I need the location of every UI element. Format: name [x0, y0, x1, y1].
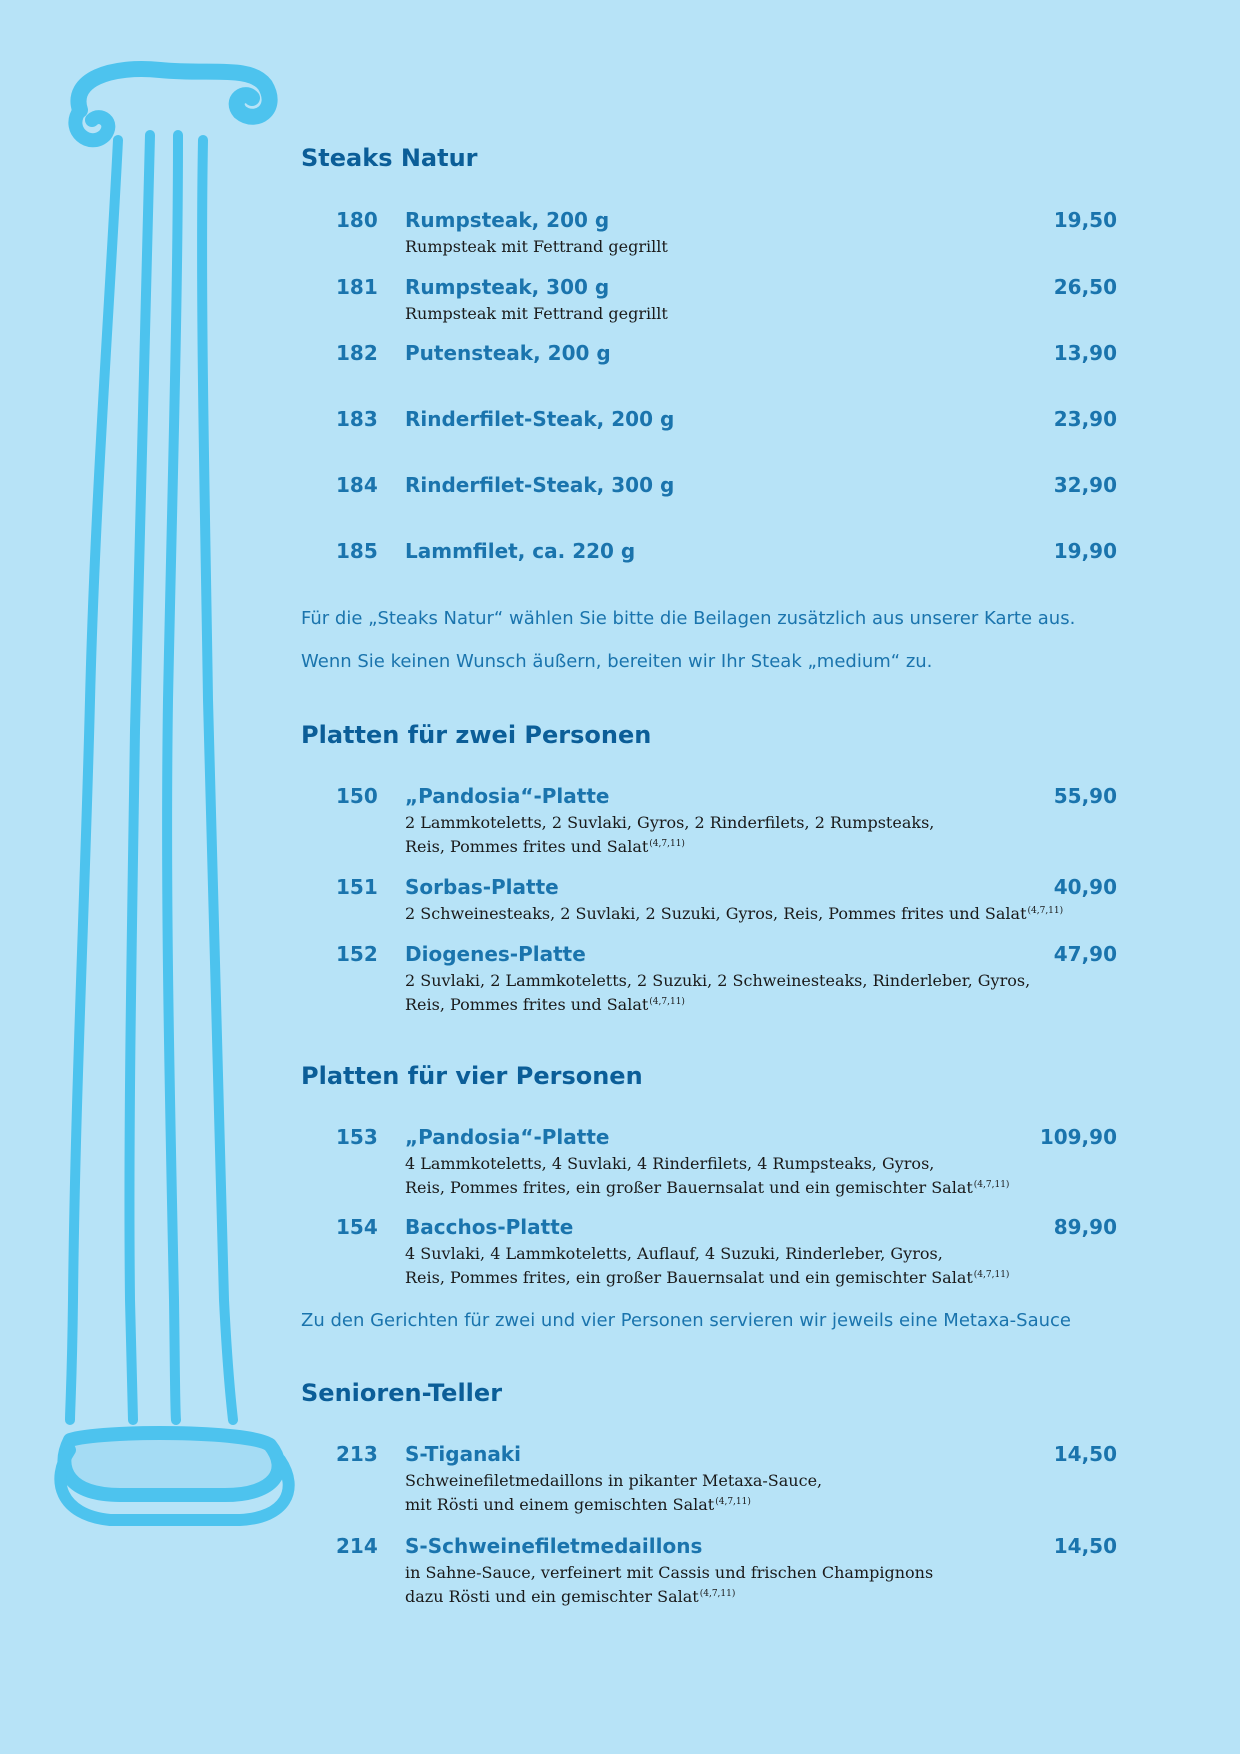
item-description: 4 Lammkoteletts, 4 Suvlaki, 4 Rinderfilets, 4 Rumpsteaks, Gyros, Reis, Pommes frites, ein großer Bauernsalat und ein gemischter Salat$^{(4,7,11)}$: [405, 1154, 1010, 1197]
allergen-note: (4,7,11): [649, 997, 685, 1007]
item-name: Bacchos-Platte: [405, 1215, 574, 1239]
item-description: Schweinefiletmedaillons in pikanter Metaxa-Sauce, mit Rösti und einem gemischten Salat$^{(4,7,11)}$: [405, 1471, 823, 1514]
section-title-platten-zwei: Platten für zwei Personen: [301, 721, 652, 749]
item-number: 213: [336, 1442, 378, 1466]
item-name: Rumpsteak, 300 g: [405, 275, 610, 299]
item-number: 152: [336, 942, 378, 966]
item-description: 2 Suvlaki, 2 Lammkoteletts, 2 Suzuki, 2 Schweinesteaks, Rinderleber, Gyros, Reis, Pommes frites und Salat$^{(4,7,11)}$: [405, 971, 1031, 1014]
item-name: Rinderfilet-Steak, 200 g: [405, 407, 675, 431]
item-number: 180: [336, 208, 378, 232]
item-number: 185: [336, 539, 378, 563]
allergen-note: (4,7,11): [973, 1270, 1010, 1280]
item-number: 182: [336, 341, 378, 365]
item-price: 26,50: [1053, 275, 1117, 299]
item-number: 150: [336, 784, 378, 808]
item-price: 47,90: [1053, 942, 1117, 966]
allergen-note: (4,7,11): [715, 1497, 751, 1507]
item-price: 109,90: [1039, 1125, 1117, 1149]
item-price: 23,90: [1053, 407, 1117, 431]
item-price: 32,90: [1053, 473, 1117, 497]
item-number: 154: [336, 1215, 378, 1239]
item-number: 214: [336, 1534, 378, 1558]
column-capital: [78, 69, 269, 117]
item-price: 14,50: [1053, 1442, 1117, 1466]
item-price: 40,90: [1053, 875, 1117, 899]
item-name: S-Tiganaki: [405, 1442, 521, 1466]
column-base: [64, 1433, 278, 1495]
item-description: 2 Lammkoteletts, 2 Suvlaki, Gyros, 2 Rinderfilets, 2 Rumpsteaks, Reis, Pommes frites und Salat$^{(4,7,11)}$: [405, 813, 935, 856]
section-title-steaks-natur: Steaks Natur: [301, 144, 478, 172]
section-title-senioren-teller: Senioren-Teller: [301, 1379, 503, 1407]
item-description: 4 Suvlaki, 4 Lammkoteletts, Auflauf, 4 Suzuki, Rinderleber, Gyros, Reis, Pommes frites, ein großer Bauernsalat und ein gemischter Salat$^{(4,7,11)}$: [405, 1244, 1010, 1287]
item-price: 14,50: [1053, 1534, 1117, 1558]
item-name: Diogenes-Platte: [405, 942, 586, 966]
allergen-note: (4,7,11): [649, 839, 685, 849]
steaks-note-sides: Für die „Steaks Natur“ wählen Sie bitte die Beilagen zusätzlich aus unserer Karte aus.: [301, 608, 1076, 629]
item-name: Rumpsteak, 200 g: [405, 208, 610, 232]
allergen-note: (4,7,11): [973, 1180, 1010, 1190]
item-name: „Pandosia“-Platte: [405, 1125, 610, 1149]
item-name: Putensteak, 200 g: [405, 341, 611, 365]
item-price: 55,90: [1053, 784, 1117, 808]
greek-column-decoration: [40, 50, 300, 1690]
item-number: 151: [336, 875, 378, 899]
item-name: Sorbas-Platte: [405, 875, 559, 899]
item-name: S-Schweinefiletmedaillons: [405, 1534, 703, 1558]
column-flute-2: [129, 135, 150, 1420]
metaxa-sauce-note: Zu den Gerichten für zwei und vier Personen servieren wir jeweils eine Metaxa-Sauce: [301, 1310, 1072, 1331]
item-number: 183: [336, 407, 378, 431]
item-name: Lammfilet, ca. 220 g: [405, 539, 636, 563]
allergen-note: (4,7,11): [1027, 906, 1064, 916]
column-flute-3: [167, 135, 178, 1420]
item-price: 13,90: [1053, 341, 1117, 365]
column-flute-4: [202, 140, 233, 1420]
item-number: 184: [336, 473, 378, 497]
steaks-note-medium: Wenn Sie keinen Wunsch äußern, bereiten wir Ihr Steak „medium“ zu.: [301, 651, 933, 672]
item-price: 19,50: [1053, 208, 1117, 232]
item-number: 153: [336, 1125, 378, 1149]
item-description: 2 Schweinesteaks, 2 Suvlaki, 2 Suzuki, Gyros, Reis, Pommes frites und Salat$^{(4,7,11)}$: [405, 904, 1064, 923]
item-description: Rumpsteak mit Fettrand gegrillt: [405, 304, 668, 323]
allergen-note: (4,7,11): [699, 1589, 736, 1599]
item-description: in Sahne-Sauce, verfeinert mit Cassis und frischen Champignons dazu Rösti und ein gemischter Salat$^{(4,7,11)}$: [405, 1563, 934, 1606]
item-name: „Pandosia“-Platte: [405, 784, 610, 808]
item-number: 181: [336, 275, 378, 299]
item-price: 89,90: [1053, 1215, 1117, 1239]
item-description: Rumpsteak mit Fettrand gegrillt: [405, 237, 668, 256]
section-title-platten-vier: Platten für vier Personen: [301, 1062, 643, 1090]
column-flute-1: [70, 140, 118, 1420]
item-price: 19,90: [1053, 539, 1117, 563]
item-name: Rinderfilet-Steak, 300 g: [405, 473, 675, 497]
